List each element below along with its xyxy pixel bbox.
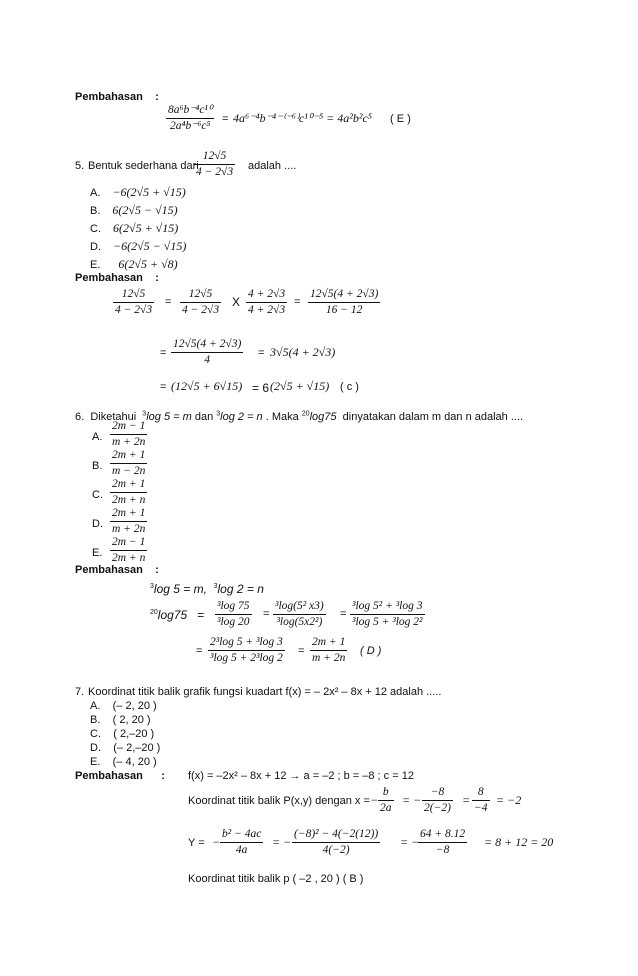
q5-option-a[interactable]: A. −6(2√5 + √15) <box>90 185 186 199</box>
q7-y-label: Y = <box>188 837 205 849</box>
equals-sign: = <box>298 645 305 657</box>
equals-sign: = <box>263 608 270 620</box>
sol4-answer: ( E ) <box>390 113 411 125</box>
pembahasan-label: Pembahasan : <box>75 272 159 284</box>
q7-x-fraction-3: $\frac{8}{-4}$ <box>474 786 488 814</box>
q6-sol-fraction-5: $\frac{2m + 1}{m + 2n}$ <box>312 636 346 664</box>
q7-x-rhs: = −2 <box>496 793 522 807</box>
q7-option-e[interactable]: E. (– 4, 20 ) <box>90 756 157 768</box>
q5-number: 5. <box>75 160 85 172</box>
q5-sol2-rhs: 3√5(4 + 2√3) <box>270 345 336 359</box>
sol4-expression: 4a⁶⁻⁴b⁻⁴⁻⁽⁻⁶⁾c¹⁰⁻⁵ = 4a²b²c⁵ <box>233 111 372 125</box>
q7-sol-line2: Koordinat titik balik P(x,y) dengan x = <box>188 795 370 807</box>
q6-option-a[interactable]: $\frac{2m - 1}{m + 2n}$ <box>112 420 146 448</box>
equals-sign: = <box>196 645 203 657</box>
q7-x-fraction-2: $\frac{-8}{2(-2)}$ <box>424 786 451 814</box>
q7-y-fraction-1: $\frac{\text{b² − 4ac}}{4a}$ <box>222 828 262 856</box>
q7-y-eq1: = − <box>272 835 292 849</box>
q5-sol3-expr: (12√5 + 6√15) <box>171 379 243 393</box>
q5-sol1-fraction-1: $\frac{12√5}{4 - 2√3}$ <box>115 288 153 316</box>
q6-option-e-letter[interactable]: E. <box>92 547 103 559</box>
q7-x-eq2: = <box>462 793 471 807</box>
q5-text-after: adalah .... <box>248 160 297 172</box>
q6-option-b-letter[interactable]: B. <box>92 460 103 472</box>
equals-sign: = <box>160 347 167 359</box>
q6-option-b[interactable]: $\frac{2m + 1}{m - 2n}$ <box>112 449 146 477</box>
q7-y-fraction-3: $\frac{64 + 8.12}{-8}$ <box>420 828 466 856</box>
sol4-equals: = <box>222 113 229 125</box>
q6-question: 6. Diketahui $^3$log 5 = m dan $^3$log 2 = n . Maka $^{20}$log75 dinyatakan dalam m dan n adalah .... <box>75 410 524 423</box>
multiply-sign: X <box>232 295 241 309</box>
q7-option-d[interactable]: D. (– 2,–20 ) <box>90 742 161 754</box>
q7-number: 7. <box>75 686 85 698</box>
q5-option-b[interactable]: B. 6(2√5 − √15) <box>90 203 178 217</box>
q6-sol-fraction-3: $\frac{\text{³log 5² + ³log 3}}{\text{³log 5 + ³log 2²}}$ <box>352 600 423 628</box>
q5-sol1-fraction-3: $\frac{4 + 2√3}{4 + 2√3}$ <box>248 288 286 316</box>
sol4-fraction: $\frac{\text{8a⁶b⁻⁴c¹⁰}}{\text{2a⁴b⁻⁶c⁵}}$ <box>168 104 213 132</box>
q7-sol-line1: f(x) = –2x² – 8x + 12 → a = –2 ; b = –8 ; c = 12 <box>188 770 414 782</box>
q5-option-e[interactable]: E. 6(2√5 + √8) <box>90 257 178 271</box>
q6-given: $^3$log 5 = m, $^3$log 2 = n <box>150 582 264 596</box>
pembahasan-label: Pembahasan : <box>75 564 159 576</box>
q7-y-rhs: = 8 + 12 = 20 <box>484 835 554 849</box>
equals-sign: = <box>165 296 172 308</box>
q7-text: Koordinat titik balik grafik fungsi kuadart f(x) = – 2x² – 8x + 12 adalah ..... <box>88 686 442 698</box>
q7-y-fraction-2: $\frac{\text{(−8)² − 4(−2(12))}}{4(-2)}$ <box>294 828 379 856</box>
q7-x-fraction-1: $\frac{b}{2a}$ <box>380 786 392 814</box>
q6-option-a-letter[interactable]: A. <box>92 431 103 443</box>
q7-option-a[interactable]: A. (– 2, 20 ) <box>90 700 157 712</box>
q6-sol-fraction-2: $\frac{\text{³log(5² x3)}}{\text{³log(5x2²)}}$ <box>275 600 324 628</box>
equals-sign: = <box>340 608 347 620</box>
minus-sign: − <box>370 793 379 807</box>
q5-text-before: Bentuk sederhana dari <box>88 160 199 172</box>
q6-option-c[interactable]: $\frac{2m + 1}{2m + n}$ <box>112 478 146 506</box>
q6-sol-fraction-4: $\frac{\text{2³log 5 + ³log 3}}{\text{³log 5 + 2³log 2}}$ <box>210 636 283 664</box>
q5-sol1-fraction-2: $\frac{12√5}{4 - 2√3}$ <box>182 288 220 316</box>
equals-sign: = <box>160 381 167 393</box>
q7-x-eq1: = − <box>402 793 422 807</box>
q5-fraction: $\frac{12√5}{4 - 2√3}$ <box>196 150 234 178</box>
q7-sol-line4: Koordinat titik balik p ( –2 , 20 ) ( B ) <box>188 873 364 885</box>
q5-sol3-eq6: = 6 <box>252 381 270 395</box>
q7-y-eq2: = − <box>400 835 420 849</box>
q6-answer: ( D ) <box>360 645 382 657</box>
q6-option-e[interactable]: $\frac{2m - 1}{2m + n}$ <box>112 536 146 564</box>
equals-sign: = <box>294 296 301 308</box>
q5-option-d[interactable]: D. −6(2√5 − √15) <box>90 239 187 253</box>
q6-sol-lhs: $^{20}$log75 = <box>150 608 205 622</box>
q5-option-c[interactable]: C. 6(2√5 + √15) <box>90 221 179 235</box>
pembahasan-label: Pembahasan : <box>75 770 165 782</box>
pembahasan-label: Pembahasan : <box>75 91 159 103</box>
q6-option-d-letter[interactable]: D. <box>92 518 103 530</box>
q5-sol3-rhs: (2√5 + √15) <box>270 379 330 393</box>
q5-sol1-fraction-4: $\frac{12√5(4 + 2√3)}{16 - 12}$ <box>310 288 379 316</box>
q7-option-b[interactable]: B. ( 2, 20 ) <box>90 714 151 726</box>
minus-sign: − <box>212 835 221 849</box>
q6-sol-fraction-1: $\frac{\text{³log 75}}{\text{³log 20}}$ <box>217 600 250 628</box>
equals-sign: = <box>258 347 265 359</box>
q6-option-c-letter[interactable]: C. <box>92 489 103 501</box>
q5-answer: ( c ) <box>340 381 359 393</box>
q5-sol2-fraction: $\frac{12√5(4 + 2√3)}{4}$ <box>173 338 242 366</box>
q7-option-c[interactable]: C. ( 2,–20 ) <box>90 728 155 740</box>
q6-option-d[interactable]: $\frac{2m + 1}{m + 2n}$ <box>112 507 146 535</box>
